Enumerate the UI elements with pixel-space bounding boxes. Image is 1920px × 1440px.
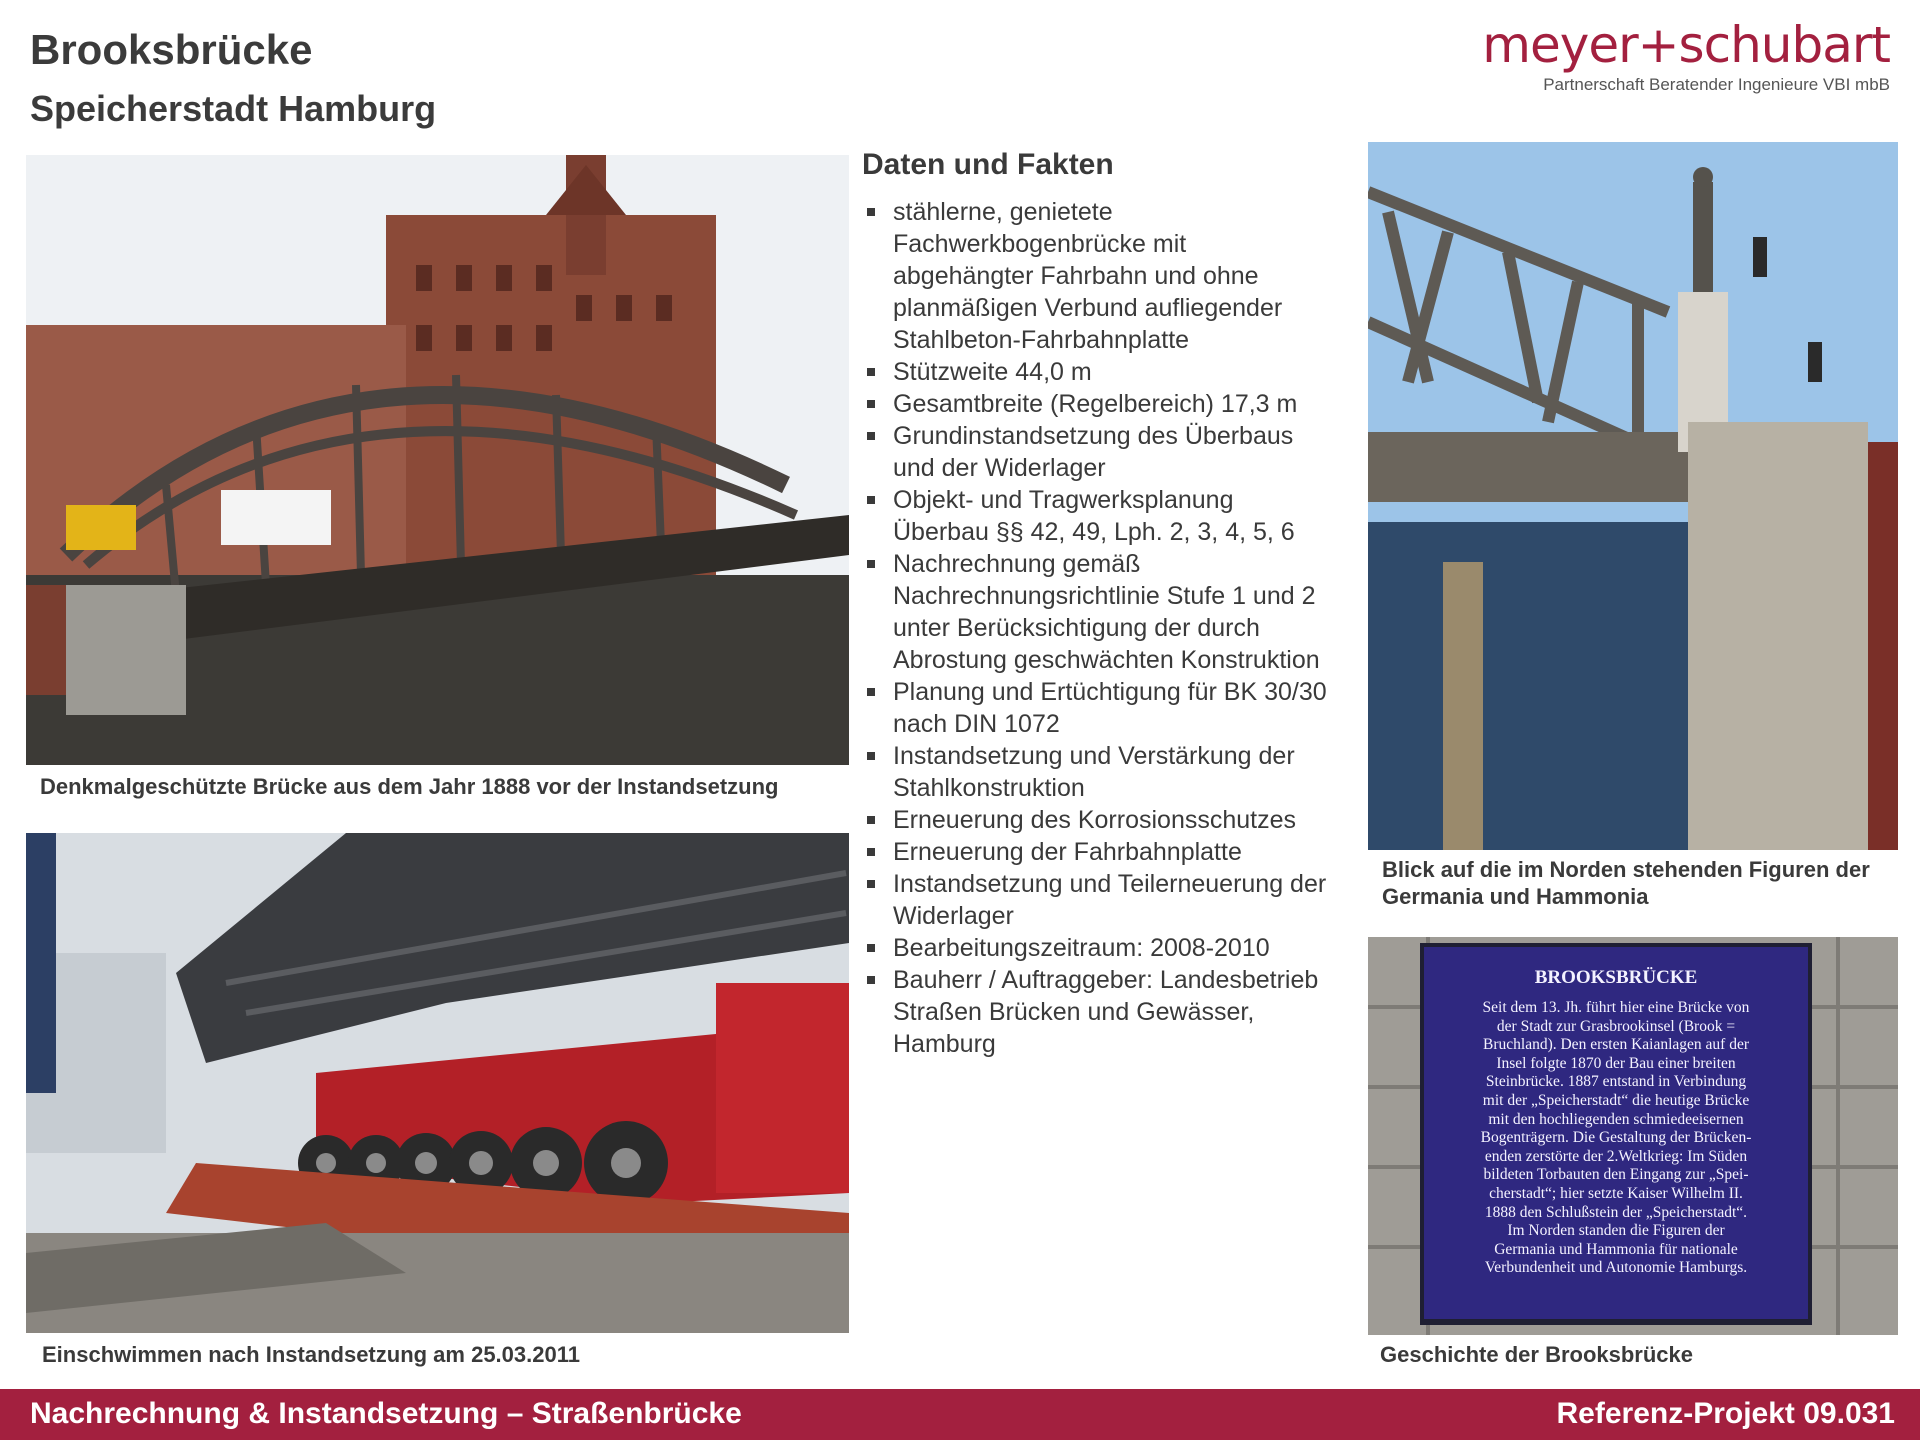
photo-floating-in [26,833,849,1333]
photo-northern-figures [1368,142,1898,850]
plaque-line: 1888 den Schlußstein der „Speicherstadt“. [1484,1203,1748,1221]
plaque-line: Steinbrücke. 1887 entstand in Verbindung [1485,1073,1747,1091]
fact-item: Grundinstandsetzung des Überbaus und der Widerlager [862,420,1332,484]
bullet-icon [867,880,875,888]
bullet-icon [867,752,875,760]
plaque-line: Bogenträgern. Die Gestaltung der Brücken- [1480,1129,1752,1147]
plaque-line: Seit dem 13. Jh. führt hier eine Brücke von [1482,999,1750,1016]
fact-item: Instandsetzung und Verstärkung der Stahlkonstruktion [862,740,1332,804]
fact-item: stählerne, genietete Fachwerkbogenbrücke mit abgehängter Fahrbahn und ohne planmäßigen Verbund aufliegender Stahlbeton-Fahrbahnplatte [862,196,1332,356]
fact-item: Bearbeitungszeitraum: 2008-2010 [862,932,1332,964]
fact-item: Stützweite 44,0 m [862,356,1332,388]
fact-item: Planung und Ertüchtigung für BK 30/30 nach DIN 1072 [862,676,1332,740]
caption-photo-2: Einschwimmen nach Instandsetzung am 25.03.2011 [42,1342,580,1367]
plaque-line: Germania und Hammonia für nationale [1494,1240,1738,1258]
bullet-icon [867,400,875,408]
plaque-line: enden zerstörte der 2.Weltkrieg: Im Süden [1484,1147,1748,1165]
fact-item: Bauherr / Auftraggeber: Landesbetrieb Straßen Brücken und Gewässer, Hamburg [862,964,1332,1060]
plaque-line: Insel folgte 1870 der Bau einer breiten [1496,1054,1736,1072]
fact-item: Objekt- und Tragwerksplanung Überbau §§ 42, 49, Lph. 2, 3, 4, 5, 6 [862,484,1332,548]
page-subtitle: Speicherstadt Hamburg [30,88,437,129]
fact-item: Gesamtbreite (Regelbereich) 17,3 m [862,388,1332,420]
plaque-line: bildeten Torbauten den Eingang zur „Spei- [1483,1166,1749,1184]
bullet-icon [867,976,875,984]
plaque-heading: BROOKSBRÜCKE [1534,967,1698,988]
logo-tagline: Partnerschaft Beratender Ingenieure VBI mbB [1543,75,1890,94]
plaque-line: Im Norden standen die Figuren der [1507,1222,1725,1240]
plaque-line: cherstadt“; hier setzte Kaiser Wilhelm II. [1489,1184,1743,1202]
page-title: Brooksbrücke [30,26,313,73]
photo-bridge-before-restoration [26,155,849,765]
bullet-icon [867,944,875,952]
bullet-icon [867,560,875,568]
caption-photo-1: Denkmalgeschützte Brücke aus dem Jahr 1888 vor der Instandsetzung [40,774,779,799]
caption-photo-3: Blick auf die im Norden stehenden Figuren der Germania und Hammonia [1382,857,1870,909]
bullet-icon [867,368,875,376]
company-logo [1482,18,1890,95]
plaque-line: mit der „Speicherstadt“ die heutige Brücke [1482,1091,1750,1109]
facts-heading: Daten und Fakten [862,148,1114,181]
facts-section [862,148,1332,1060]
plaque-line: der Stadt zur Grasbrookinsel (Brook = [1496,1017,1736,1035]
fact-item: Erneuerung der Fahrbahnplatte [862,836,1332,868]
footer-bar [0,1389,1920,1440]
fact-item: Nachrechnung gemäß Nachrechnungsrichtlinie Stufe 1 und 2 unter Berücksichtigung der durch Abrostung geschwächten Konstruktion [862,548,1332,676]
plaque-text [1428,967,1804,1278]
plaque-line: mit den hochliegenden schmiedeeisernen [1488,1110,1744,1128]
plaque-line: Verbundenheit und Autonomie Hamburgs. [1484,1259,1748,1277]
caption-photo-4: Geschichte der Brooksbrücke [1380,1342,1694,1367]
fact-item: Instandsetzung und Teilerneuerung der Widerlager [862,868,1332,932]
plaque-line: Bruchland). Den ersten Kaianlagen auf der [1483,1036,1749,1054]
fact-item: Erneuerung des Korrosionsschutzes [862,804,1332,836]
bullet-icon [867,208,875,216]
photo-history-plaque [1368,937,1898,1335]
bullet-icon [867,688,875,696]
footer-category: Nachrechnung & Instandsetzung – Straßenbrücke [30,1397,742,1430]
bullet-icon [867,848,875,856]
bullet-icon [867,432,875,440]
facts-list [862,196,1332,1060]
footer-project-ref: Referenz-Projekt 09.031 [1556,1397,1895,1430]
bullet-icon [867,496,875,504]
logo-wordmark: meyer+schubart [1482,16,1890,74]
bullet-icon [867,816,875,824]
